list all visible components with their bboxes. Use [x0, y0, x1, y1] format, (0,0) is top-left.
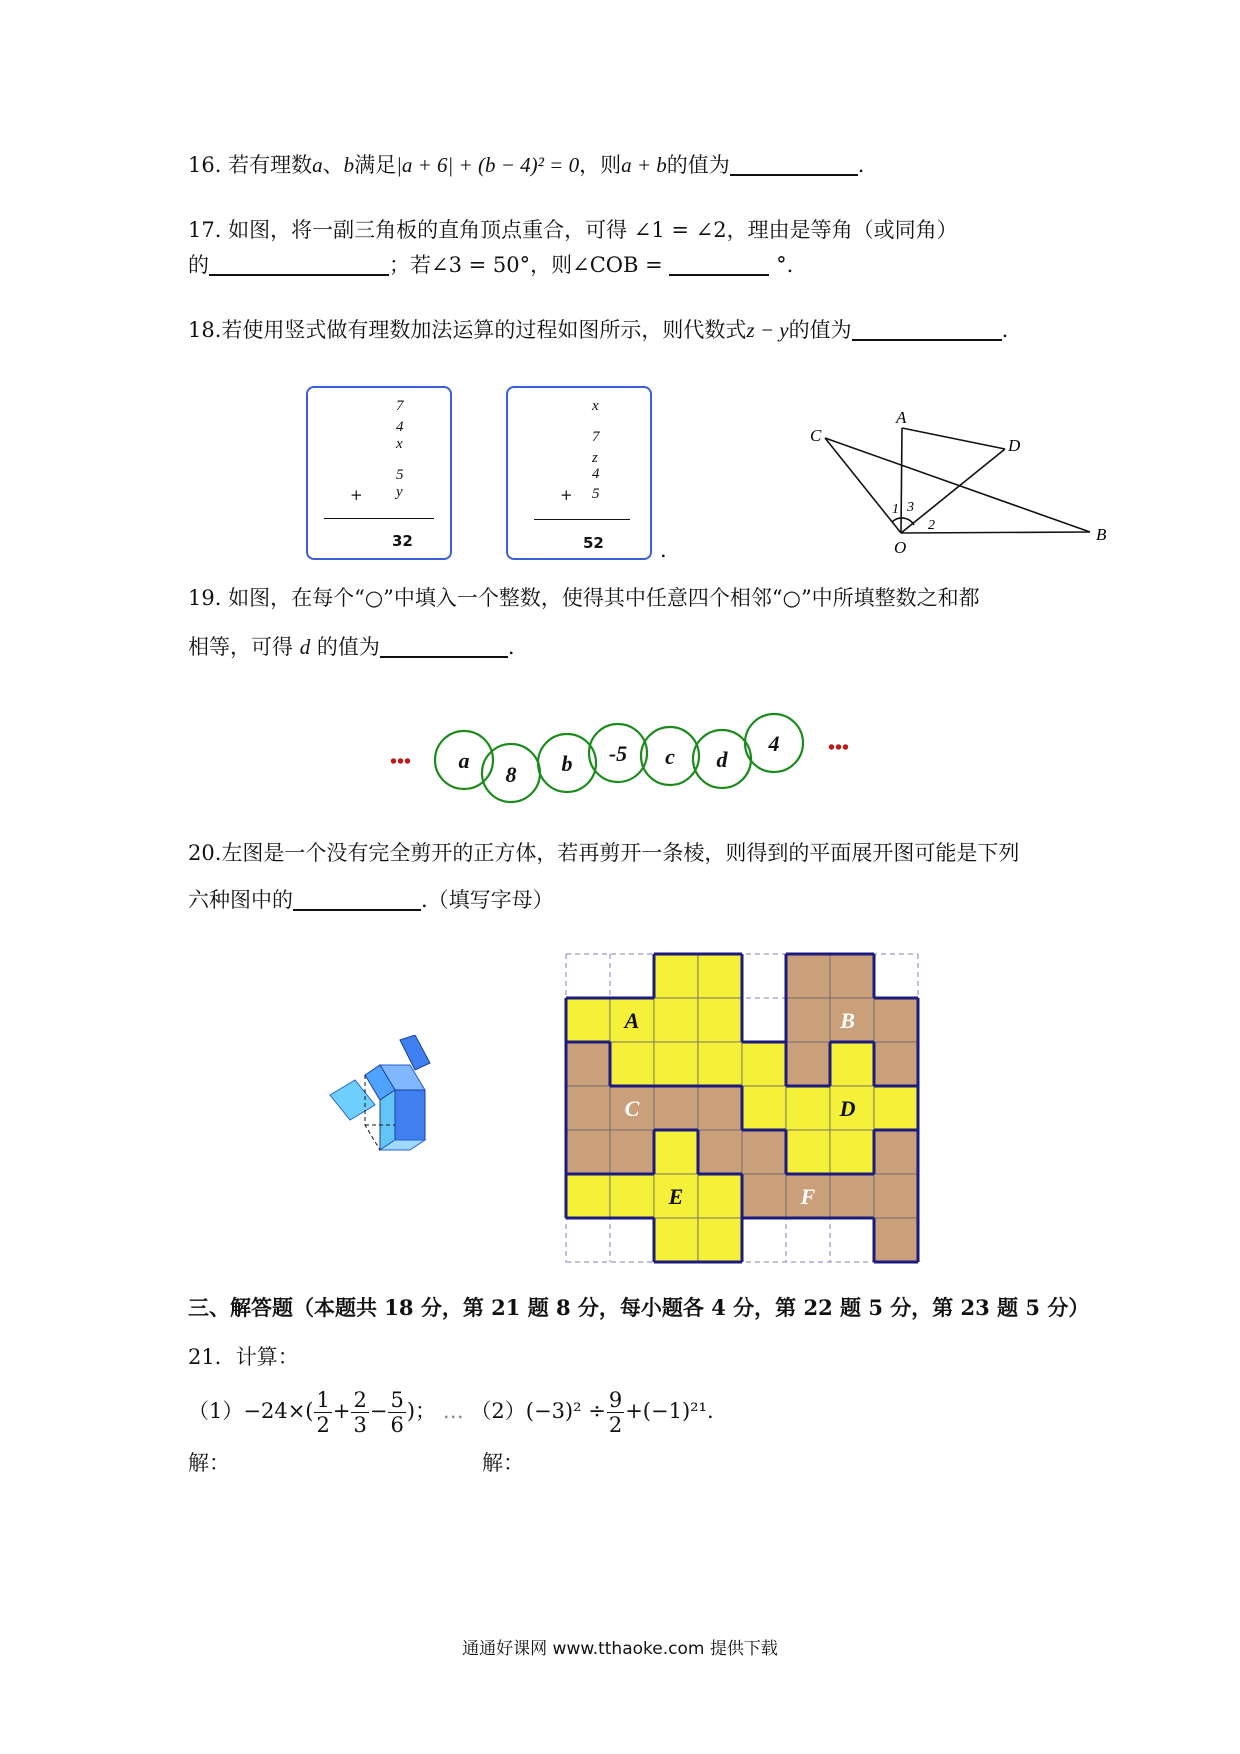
q21-part2-pre: (−3)² ÷	[525, 1399, 606, 1423]
q19-line2-a: 相等，可得	[188, 635, 293, 659]
net-cell	[610, 1130, 654, 1174]
net-cell	[566, 1042, 610, 1086]
net-cell	[698, 1042, 742, 1086]
right-dots: •••	[828, 737, 850, 759]
net-cell	[874, 1218, 918, 1262]
net-cell	[698, 1130, 742, 1174]
net-label-E: E	[668, 1184, 684, 1209]
angle-figure	[800, 405, 1120, 565]
q21-problems	[188, 1383, 714, 1439]
net-cell	[654, 1042, 698, 1086]
card2-sum: 52	[583, 534, 604, 552]
net-cell	[566, 1174, 610, 1218]
q17-line2-c: °.	[776, 253, 794, 277]
card1-row-5: y	[396, 484, 403, 500]
q21-title: 21．计算：	[188, 1345, 299, 1369]
frac1-num: 1	[316, 1388, 330, 1412]
card1-row-1: 7	[396, 398, 404, 414]
card2-row-2: 7	[592, 429, 600, 445]
left-dots: •••	[390, 751, 412, 773]
net-label-B: B	[840, 1008, 855, 1033]
net-cell	[742, 1130, 786, 1174]
q21-solution-1-label: 解：	[188, 1451, 230, 1475]
q16-var-a: a	[312, 153, 323, 177]
frac2-den: 3	[353, 1413, 367, 1437]
card1-row-2: 4	[396, 419, 404, 435]
q21-part1-label: （1）	[188, 1399, 244, 1423]
q20-line2-b: .（填写字母）	[421, 888, 554, 912]
circle-8: 8	[505, 762, 517, 787]
label-D: D	[1008, 436, 1021, 455]
net-cell	[698, 1174, 742, 1218]
question-18	[188, 315, 1008, 345]
q21-frac-1	[314, 1388, 331, 1437]
q17-angle-blank[interactable]	[669, 252, 769, 276]
net-cell	[830, 1042, 874, 1086]
card2-row-1: x	[592, 398, 599, 414]
card1-plus: +	[350, 486, 363, 504]
q19-end: .	[507, 635, 515, 659]
card1-sum: 32	[392, 532, 413, 550]
q18-text-b: 的值为	[788, 318, 852, 342]
label-A: A	[896, 408, 907, 427]
card1-rule	[324, 518, 434, 519]
q21-solution-2-label: 解：	[482, 1451, 524, 1475]
question-16	[188, 150, 864, 180]
frac2-num: 2	[353, 1388, 367, 1412]
net-cell	[874, 1086, 918, 1130]
net-cell	[654, 954, 698, 998]
net-cell	[698, 954, 742, 998]
q20-number: 20.	[188, 841, 222, 865]
q20-answer-blank[interactable]	[293, 887, 421, 911]
q21-frac-4	[607, 1388, 624, 1437]
net-cell	[610, 1042, 654, 1086]
q21-frac-2	[351, 1388, 368, 1437]
q16-text-b: 满足	[354, 153, 397, 177]
question-17-line1	[188, 215, 958, 245]
section-3-title: 三、解答题（本题共 18 分，第 21 题 8 分，每小题各 4 分，第 22 题 5 分，第 23 题 5 分）	[188, 1295, 1090, 1320]
question-17-line2	[188, 250, 793, 280]
net-cell	[566, 998, 610, 1042]
net-cell	[698, 998, 742, 1042]
q16-expression: |a + 6| + (b − 4)² = 0	[396, 153, 580, 177]
net-cell	[566, 1086, 610, 1130]
net-cell	[610, 1174, 654, 1218]
net-cell	[786, 1042, 830, 1086]
vertical-addition-card-2	[506, 386, 652, 560]
card2-row-4: 4	[592, 466, 600, 482]
card-trailing-dot: .	[660, 538, 667, 562]
q21-part2-label: （2）	[470, 1399, 526, 1423]
frac4-den: 2	[608, 1413, 623, 1437]
q21-mid-dots: …	[442, 1399, 464, 1423]
card1-row-3: x	[396, 436, 403, 452]
q21-op1: +	[332, 1399, 351, 1423]
net-cell	[786, 954, 830, 998]
q16-text-a: 若有理数	[228, 153, 313, 177]
frac3-den: 6	[390, 1413, 404, 1437]
q16-answer-blank[interactable]	[730, 152, 858, 176]
net-cell	[654, 998, 698, 1042]
q20-line2-a: 六种图中的	[188, 888, 293, 912]
partially-cut-cube-picture	[320, 1035, 440, 1175]
net-label-F: F	[800, 1184, 816, 1209]
q16-text-d: 的值为	[666, 153, 730, 177]
circle-d: d	[716, 747, 728, 772]
q21-op2: −	[369, 1399, 388, 1423]
net-cell	[830, 1174, 874, 1218]
circle-4: 4	[768, 731, 780, 756]
q19-line2-b: 的值为	[316, 635, 380, 659]
net-cell	[654, 1086, 698, 1130]
card2-plus: +	[560, 486, 573, 504]
net-cell	[698, 1086, 742, 1130]
q17-line2-a: 的	[188, 253, 209, 277]
q16-number: 16.	[188, 153, 222, 177]
q21-frac-3	[388, 1388, 405, 1437]
net-cell	[874, 998, 918, 1042]
card2-row-5: 5	[592, 486, 600, 502]
net-cell	[654, 1218, 698, 1262]
q16-sep: 、	[322, 153, 344, 177]
q21-part1-post: )；	[406, 1399, 437, 1423]
circle-b: b	[561, 751, 573, 776]
label-B: B	[1096, 525, 1107, 544]
net-cell	[786, 998, 830, 1042]
question-20-line2	[188, 885, 554, 915]
page-footer: 通通好课网 www.tthaoke.com 提供下载	[462, 1639, 778, 1659]
q17-line1: 如图，将一副三角板的直角顶点重合，可得 ∠1 = ∠2，理由是等角（或同角）	[228, 218, 958, 242]
q18-text-a: 若使用竖式做有理数加法运算的过程如图所示，则代数式	[221, 318, 747, 342]
q16-text-c: ，则	[579, 153, 622, 177]
q18-expression: z − y	[746, 318, 789, 342]
vertical-addition-card-1	[306, 386, 452, 560]
net-cell	[742, 1042, 786, 1086]
net-cell	[874, 1130, 918, 1174]
q21-part2-post: +(−1)²¹.	[625, 1399, 714, 1423]
q21-part1-pre: −24×(	[243, 1399, 314, 1423]
label-angle-1: 1	[892, 502, 899, 517]
label-angle-2: 2	[928, 518, 935, 533]
q19-line1: 如图，在每个“○”中填入一个整数，使得其中任意四个相邻“○”中所填整数之和都	[228, 586, 980, 610]
net-cell	[874, 1042, 918, 1086]
net-cell	[566, 1130, 610, 1174]
net-cell	[742, 1174, 786, 1218]
question-19-line1	[188, 583, 980, 613]
q16-var-b: b	[343, 153, 355, 177]
net-cell	[830, 954, 874, 998]
question-20-line1	[188, 838, 1019, 868]
cube-nets-grid	[560, 948, 940, 1268]
q17-number: 17.	[188, 218, 222, 242]
q19-answer-blank[interactable]	[380, 634, 508, 658]
q19-var-d: d	[299, 635, 311, 659]
net-cell	[654, 1130, 698, 1174]
net-cell	[874, 1174, 918, 1218]
q20-line1: 左图是一个没有完全剪开的正方体，若再剪开一条棱，则得到的平面展开图可能是下列	[221, 841, 1020, 865]
net-cell	[830, 1130, 874, 1174]
frac4-num: 9	[608, 1388, 623, 1412]
net-cell	[786, 1130, 830, 1174]
label-C: C	[810, 426, 822, 445]
q16-expression2: a + b	[621, 153, 667, 177]
circle-neg5: -5	[608, 741, 628, 766]
q19-number: 19.	[188, 586, 222, 610]
q18-number: 18.	[188, 318, 222, 342]
net-label-C: C	[624, 1096, 640, 1121]
card2-row-3: z	[592, 450, 598, 466]
circle-c: c	[665, 744, 675, 769]
q16-end: .	[857, 153, 865, 177]
circle-chain	[380, 700, 880, 810]
label-angle-3: 3	[907, 500, 914, 515]
net-cell	[742, 1086, 786, 1130]
card2-rule	[534, 519, 630, 520]
net-cell	[698, 1218, 742, 1262]
label-O: O	[894, 538, 907, 557]
q17-line2-b: ；若∠3 = 50°，则∠COB =	[389, 253, 663, 277]
q18-answer-blank[interactable]	[852, 317, 1002, 341]
net-label-A: A	[624, 1008, 640, 1033]
question-19-line2	[188, 632, 515, 662]
net-label-D: D	[839, 1096, 856, 1121]
circle-a: a	[458, 748, 470, 773]
card1-row-4: 5	[396, 467, 404, 483]
net-cell	[786, 1086, 830, 1130]
frac3-num: 5	[390, 1388, 404, 1412]
frac1-den: 2	[316, 1413, 330, 1437]
q17-reason-blank[interactable]	[209, 252, 389, 276]
q18-end: .	[1001, 318, 1009, 342]
